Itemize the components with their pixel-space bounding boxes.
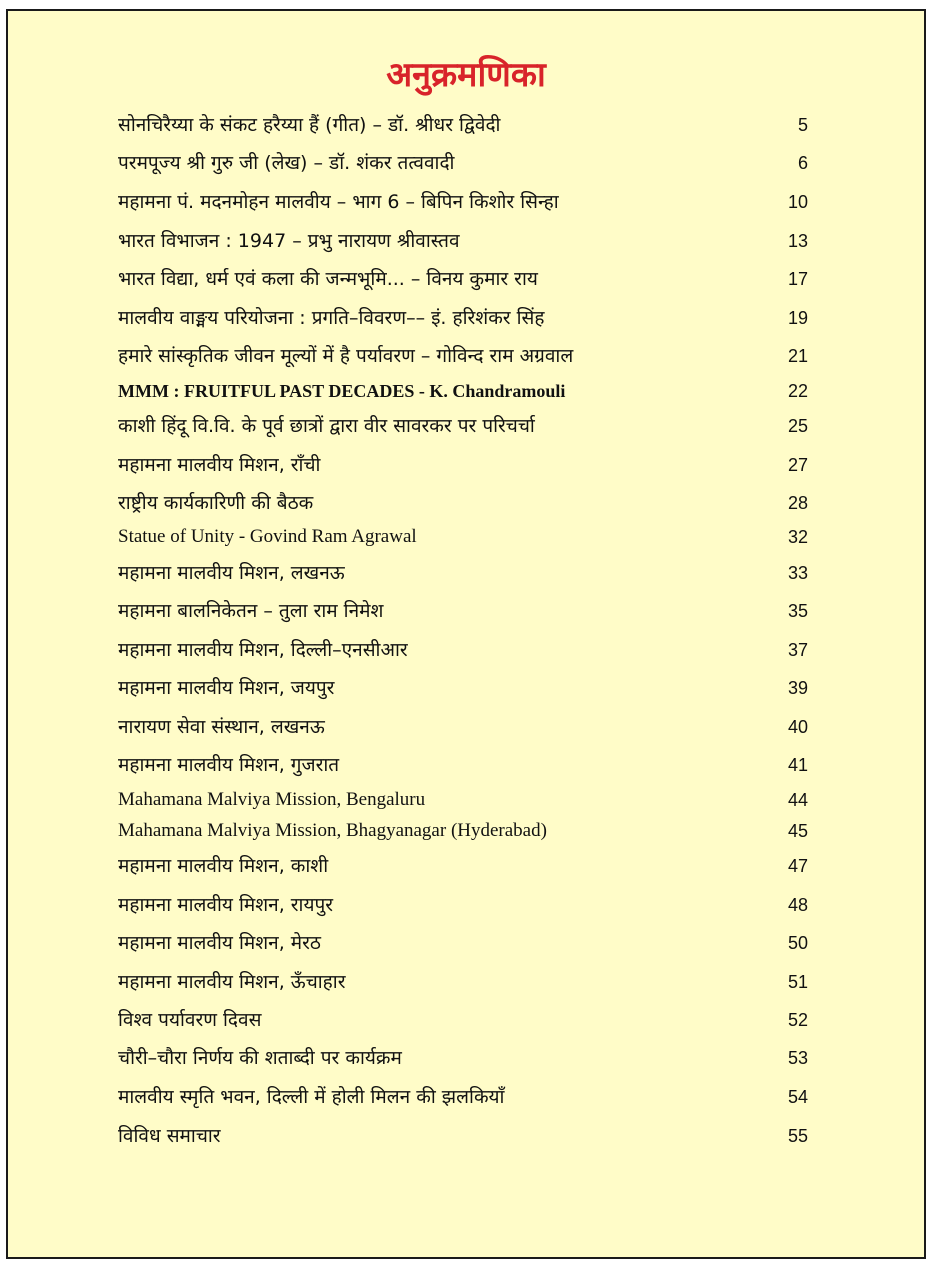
toc-entry-page-number: 13 <box>787 231 808 251</box>
toc-entry-title: सोनचिरैय्या के संकट हरैय्या हैं (गीत) – डॉ. श्रीधर द्विवेदी <box>118 114 501 136</box>
toc-entry-page-number: 32 <box>787 527 808 547</box>
toc-entry <box>118 596 808 626</box>
toc-entry-title: महामना मालवीय मिशन, जयपुर <box>118 677 335 699</box>
toc-entry-title: विश्व पर्यावरण दिवस <box>118 1009 262 1031</box>
toc-entry-title: परमपूज्य श्री गुरु जी (लेख) – डॉ. शंकर तत्ववादी <box>118 152 455 174</box>
toc-entry-page-number: 17 <box>787 269 808 289</box>
toc-entry-page-number: 37 <box>787 640 808 660</box>
toc-entry-page-number: 21 <box>787 346 808 366</box>
toc-entry <box>118 635 808 665</box>
toc-entry-title: Statue of Unity - Govind Ram Agrawal <box>118 526 417 547</box>
table-of-contents <box>8 11 924 1257</box>
contents-page <box>6 9 926 1259</box>
toc-entry <box>118 303 808 333</box>
toc-entry <box>118 341 808 371</box>
toc-entry-page-number: 53 <box>787 1048 808 1068</box>
toc-entry-title: नारायण सेवा संस्थान, लखनऊ <box>118 716 325 738</box>
toc-entry-title: हमारे सांस्कृतिक जीवन मूल्यों में है पर्यावरण – गोविन्द राम अग्रवाल <box>118 345 574 367</box>
toc-entry <box>118 673 808 703</box>
toc-entry-title: चौरी–चौरा निर्णय की शताब्दी पर कार्यक्रम <box>118 1047 402 1069</box>
toc-entry <box>118 522 808 552</box>
toc-entry <box>118 785 808 815</box>
toc-entry-title: मालवीय वाङ्मय परियोजना : प्रगति–विवरण–– इं. हरिशंकर सिंह <box>118 307 545 329</box>
toc-entry-title: MMM : FRUITFUL PAST DECADES - K. Chandramouli <box>118 381 566 401</box>
toc-entry <box>118 226 808 256</box>
toc-entry-page-number: 28 <box>787 493 808 513</box>
toc-entry <box>118 967 808 997</box>
toc-entry <box>118 750 808 780</box>
toc-entry <box>118 1043 808 1073</box>
toc-entry-page-number: 40 <box>787 717 808 737</box>
toc-entry-page-number: 22 <box>787 381 808 401</box>
toc-entry-page-number: 51 <box>787 972 808 992</box>
toc-entry <box>118 816 808 846</box>
toc-entry <box>118 148 808 178</box>
toc-entry <box>118 890 808 920</box>
toc-entry <box>118 264 808 294</box>
toc-entry-title: महामना मालवीय मिशन, मेरठ <box>118 932 321 954</box>
toc-entry <box>118 1082 808 1112</box>
toc-entry <box>118 712 808 742</box>
toc-entry <box>118 110 808 140</box>
toc-entry-page-number: 5 <box>797 115 808 135</box>
toc-entry <box>118 1005 808 1035</box>
toc-entry-page-number: 25 <box>787 416 808 436</box>
toc-entry-page-number: 33 <box>787 563 808 583</box>
toc-entry <box>118 450 808 480</box>
toc-entry-page-number: 48 <box>787 895 808 915</box>
toc-entry-page-number: 52 <box>787 1010 808 1030</box>
toc-entry-page-number: 47 <box>787 856 808 876</box>
toc-entry-title: महामना मालवीय मिशन, दिल्ली–एनसीआर <box>118 639 408 661</box>
toc-entry <box>118 187 808 217</box>
toc-entry-title: विविध समाचार <box>118 1125 221 1147</box>
toc-entry-page-number: 41 <box>787 755 808 775</box>
toc-entry <box>118 1121 808 1151</box>
toc-entry-title: काशी हिंदू वि.वि. के पूर्व छात्रों द्वारा वीर सावरकर पर परिचर्चा <box>118 415 535 437</box>
toc-entry-page-number: 50 <box>787 933 808 953</box>
toc-entry-page-number: 27 <box>787 455 808 475</box>
toc-entry-title: महामना मालवीय मिशन, ऊँचाहार <box>118 971 346 993</box>
toc-entry-title: भारत विभाजन : 1947 – प्रभु नारायण श्रीवास्तव <box>118 230 460 252</box>
page-title: अनुक्रमणिका <box>386 55 546 95</box>
toc-entry-title: महामना बालनिकेतन – तुला राम निमेश <box>118 600 384 622</box>
toc-entry-page-number: 55 <box>787 1126 808 1146</box>
toc-entry-page-number: 44 <box>787 790 808 810</box>
toc-entry-page-number: 39 <box>787 678 808 698</box>
toc-entry-page-number: 54 <box>787 1087 808 1107</box>
toc-entry <box>118 928 808 958</box>
toc-entry-title: Mahamana Malviya Mission, Bhagyanagar (Hyderabad) <box>118 820 547 841</box>
toc-entry-title: राष्ट्रीय कार्यकारिणी की बैठक <box>118 492 314 514</box>
toc-entry <box>118 376 808 406</box>
toc-entry-page-number: 6 <box>797 153 808 173</box>
toc-entry-page-number: 19 <box>787 308 808 328</box>
toc-entry-title: महामना मालवीय मिशन, काशी <box>118 855 329 877</box>
toc-entry-title: Mahamana Malviya Mission, Bengaluru <box>118 789 426 810</box>
toc-entry-page-number: 10 <box>787 192 808 212</box>
toc-entry-title: महामना मालवीय मिशन, रायपुर <box>118 894 334 916</box>
toc-entry-title: महामना मालवीय मिशन, लखनऊ <box>118 562 345 584</box>
toc-entry <box>118 488 808 518</box>
toc-entry-page-number: 45 <box>787 821 808 841</box>
toc-entry <box>118 558 808 588</box>
toc-entry-title: महामना मालवीय मिशन, राँची <box>118 454 321 476</box>
toc-entry-title: भारत विद्या, धर्म एवं कला की जन्मभूमि... – विनय कुमार राय <box>118 268 538 290</box>
toc-entry <box>118 411 808 441</box>
toc-entry <box>118 851 808 881</box>
toc-entry-title: मालवीय स्मृति भवन, दिल्ली में होली मिलन की झलकियाँ <box>118 1086 505 1108</box>
toc-entry-title: महामना पं. मदनमोहन मालवीय – भाग 6 – बिपिन किशोर सिन्हा <box>118 191 559 213</box>
toc-entry-title: महामना मालवीय मिशन, गुजरात <box>118 754 340 776</box>
toc-entry-page-number: 35 <box>787 601 808 621</box>
